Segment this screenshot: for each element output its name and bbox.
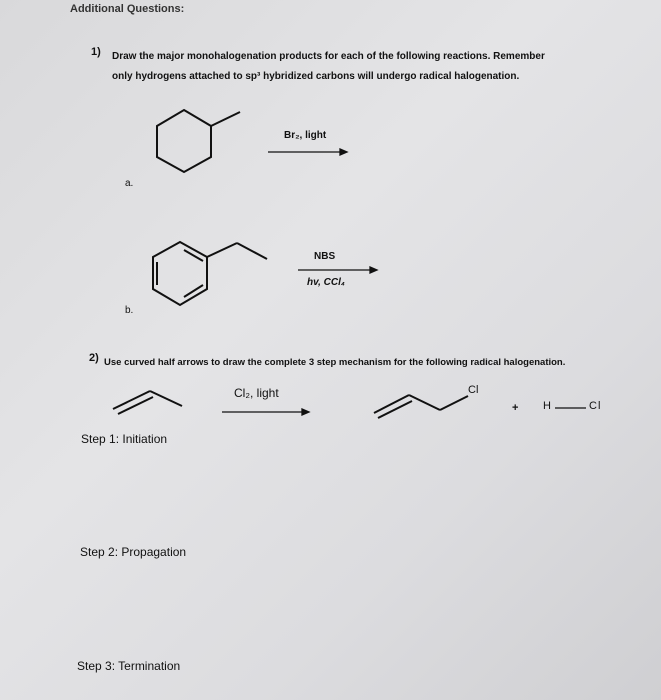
allyl-chloride-structure — [374, 395, 468, 418]
question-1-line-2: only hydrogens attached to sp³ hybridized carbons will undergo radical halogenation. — [112, 71, 520, 82]
reaction-b-reagent-top: NBS — [314, 251, 336, 262]
reaction-b-reagent-bottom: hv, CCl₄ — [307, 277, 345, 288]
question-1-number: 1) — [91, 46, 101, 58]
q2-arrow — [222, 409, 309, 415]
question-2-text: Use curved half arrows to draw the complete 3 step mechanism for the following radical halogenation. — [104, 357, 566, 368]
q2-reagent: Cl₂, light — [234, 386, 279, 400]
reaction-b-label: b. — [125, 305, 134, 316]
plus-sign: + — [512, 402, 519, 414]
reaction-b-arrow — [298, 267, 377, 273]
hcl-h: H — [543, 400, 552, 412]
reaction-a-arrow — [268, 149, 347, 155]
hcl-cl: Cl — [589, 400, 602, 412]
product-chlorine-label: Cl — [468, 384, 479, 396]
question-1-line-1: Draw the major monohalogenation products for each of the following reactions. Remember — [112, 51, 545, 62]
step-2-propagation: Step 2: Propagation — [80, 545, 187, 559]
propene-structure — [113, 391, 182, 414]
ethylbenzene-structure — [153, 242, 267, 305]
page-title: Additional Questions: — [70, 3, 185, 15]
step-1-initiation: Step 1: Initiation — [81, 432, 168, 446]
question-2-number: 2) — [89, 352, 99, 364]
reaction-a-reagent: Br₂, light — [284, 130, 327, 141]
methylcyclohexane-structure — [157, 110, 240, 172]
step-3-termination: Step 3: Termination — [77, 659, 181, 673]
reaction-a-label: a. — [125, 178, 134, 189]
